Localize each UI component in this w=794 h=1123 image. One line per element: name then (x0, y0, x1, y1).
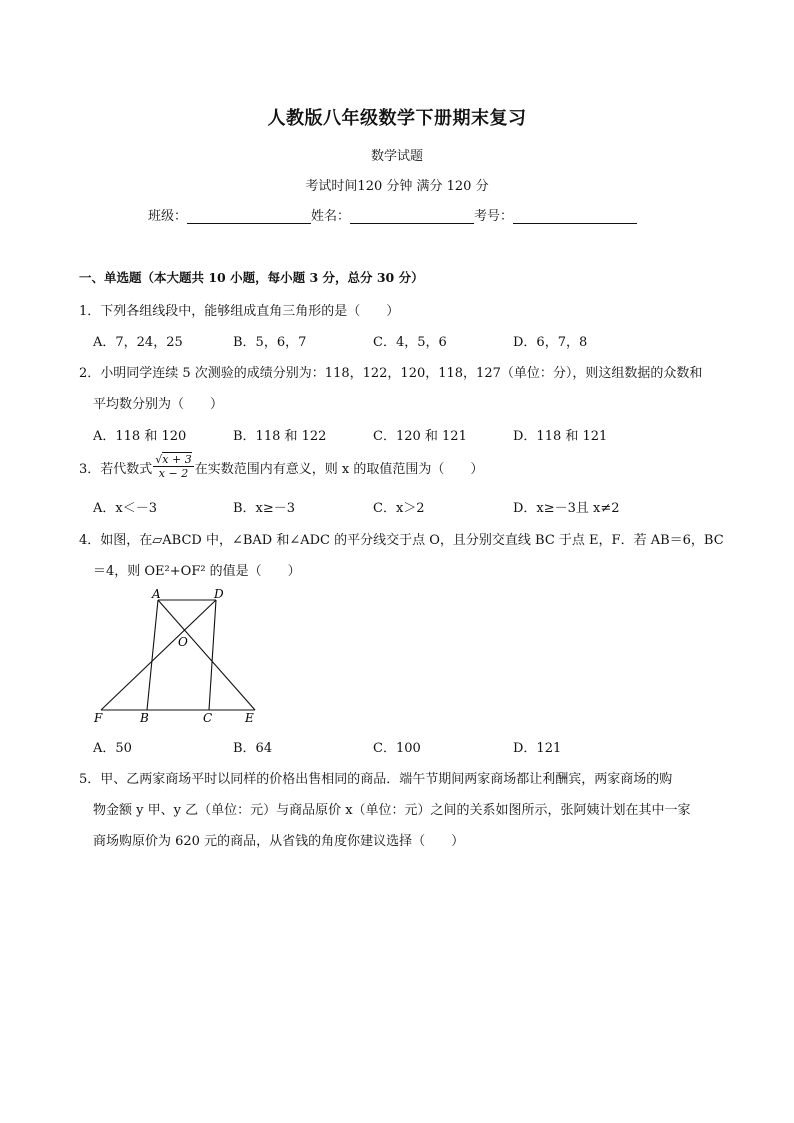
segment-dc (209, 600, 216, 710)
exam-info: 考试时间120 分钟 满分 120 分 (305, 179, 489, 194)
option-d: D．6，7，8 (513, 335, 588, 350)
label-a: A (152, 588, 161, 601)
question-3-stem-after: 在实数范围内有意义，则 x 的取值范围为（ ） (194, 462, 484, 477)
section-heading: 一、单选题（本大题共 10 小题，每小题 3 分，总分 30 分） (79, 270, 424, 285)
segment-ae (158, 600, 255, 710)
page-title: 人教版八年级数学下册期末复习 (267, 108, 527, 129)
name-blank (350, 209, 474, 224)
number-label: 考号： (474, 209, 514, 224)
fraction-numerator (153, 453, 193, 467)
question-2-options (93, 425, 653, 444)
question-4-stem-line1: 4．如图，在▱ABCD 中，∠BAD 和∠ADC 的平分线交于点 O，且分别交直线 BC 于点 E，F．若 AB＝6，BC (79, 533, 724, 548)
page-subtitle: 数学试题 (370, 149, 423, 164)
number-blank (513, 209, 637, 224)
label-d: D (214, 588, 224, 601)
question-2-stem-line1: 2．小明同学连续 5 次测验的成绩分别为：118，122，120，118，127（单位：分），则这组数据的众数和 (79, 366, 703, 381)
student-info-row (148, 205, 637, 224)
option-b: B．x≥－3 (233, 501, 296, 516)
question-4-stem-line2: ＝4，则 OE²+OF² 的值是（ ） (93, 564, 301, 579)
parallelogram-figure (88, 588, 268, 723)
option-d: D．121 (513, 741, 562, 756)
option-a: A．50 (93, 741, 132, 756)
option-d: D．118 和 121 (513, 429, 608, 444)
question-4-options (93, 737, 653, 756)
option-b: B．118 和 122 (233, 429, 327, 444)
option-a: A．7，24，25 (93, 335, 183, 350)
option-b: B．64 (233, 741, 273, 756)
radicand: x + 3 (162, 453, 192, 466)
question-1-stem: 1．下列各组线段中，能够组成直角三角形的是（ ） (79, 304, 400, 319)
fraction-expression (153, 453, 193, 480)
option-c: C．100 (373, 741, 421, 756)
question-5-stem-line3: 商场购原价为 620 元的商品，从省钱的角度你建议选择（ ） (93, 834, 465, 849)
class-label: 班级： (148, 209, 188, 224)
sqrt-icon: √ (155, 453, 163, 466)
question-2-stem-line2: 平均数分别为（ ） (93, 397, 224, 412)
option-a: A．118 和 120 (93, 429, 187, 444)
option-c: C．x＞2 (373, 501, 425, 516)
name-label: 姓名： (311, 209, 351, 224)
option-a: A．x＜－3 (93, 501, 157, 516)
label-e: E (245, 711, 254, 723)
label-c: C (203, 711, 213, 723)
option-c: C．120 和 121 (373, 429, 467, 444)
question-5-stem-line2: 物金额 y 甲、y 乙（单位：元）与商品原价 x（单位：元）之间的关系如图所示，张阿姨计划在其中一家 (93, 803, 691, 818)
question-5-stem-line1: 5．甲、乙两家商场平时以同样的价格出售相同的商品．端午节期间两家商场都让利酬宾，两家商场的购 (79, 772, 673, 787)
label-b: B (140, 711, 149, 723)
option-d: D．x≥－3且 x≠2 (513, 501, 620, 516)
option-b: B．5，6，7 (233, 335, 307, 350)
option-c: C．4，5，6 (373, 335, 447, 350)
question-3-options (93, 497, 653, 516)
question-3-stem (79, 453, 484, 483)
class-blank (187, 209, 311, 224)
segment-ab (147, 600, 158, 710)
label-f: F (94, 711, 103, 723)
question-1-options (93, 331, 653, 350)
question-3-stem-before: 3．若代数式 (79, 462, 153, 477)
label-o: O (178, 635, 188, 649)
fraction-denominator: x − 2 (158, 467, 189, 480)
segment-df (101, 600, 216, 710)
